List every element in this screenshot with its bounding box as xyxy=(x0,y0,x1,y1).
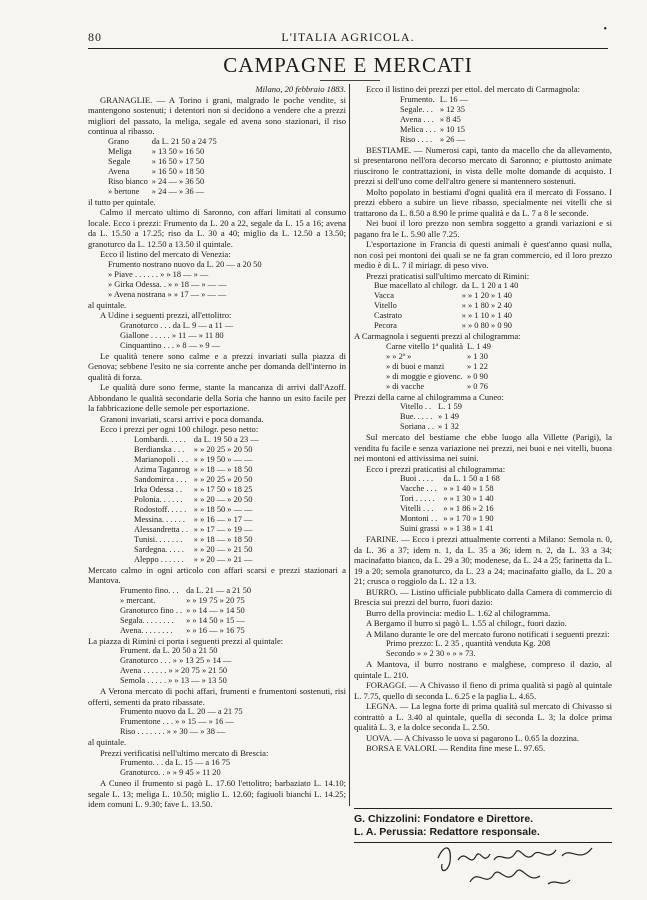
cell: Semola . . . . . » » 13 — » 13 50 xyxy=(120,676,227,685)
cuneo-meat-intro: Prezzi della carne al chilogramma a Cuneo: xyxy=(354,391,504,402)
cell: » di buoi e manzi xyxy=(386,361,445,371)
table-row xyxy=(398,524,502,534)
table-row xyxy=(132,535,261,545)
cell: Cinquantino . . . » 8 — » 9 — xyxy=(120,340,221,350)
verona-paragraph: A Verona mercato di pochi affari, frumenti e frumentoni sostenuti, risi offerti, sementi da prato ribassate. xyxy=(88,686,346,707)
cell: Bue. . . . . xyxy=(400,412,433,421)
cell: Vacca xyxy=(374,291,394,300)
cell: Granoturco . . . da L. 9 — a 11 — xyxy=(120,320,234,330)
cell: » » 18 — » 18 50 xyxy=(193,534,253,544)
table-row xyxy=(106,280,264,290)
table-row xyxy=(118,758,232,768)
table-row xyxy=(132,455,261,465)
cell: » » 20 25 » 20 50 xyxy=(193,474,253,484)
table-row xyxy=(118,768,232,778)
cell: L. 16 — xyxy=(439,94,468,104)
table-row xyxy=(132,505,261,515)
table-row xyxy=(384,342,493,352)
burro-provincia: Burro della provincia: medio L. 1.62 al chilogramma. xyxy=(366,607,551,618)
rimini-table xyxy=(118,646,233,686)
table-row xyxy=(118,331,235,341)
cell: » » 20 — » 20 50 xyxy=(193,494,253,504)
cell: » Girka Odessa. . » » 18 — » — — xyxy=(108,279,227,289)
cell: Rodostoff. . . . . xyxy=(134,504,187,514)
genova-intro: Ecco i prezzi per ogni 100 chilogr. peso netto: xyxy=(100,424,259,434)
table-row xyxy=(106,157,219,167)
table-row xyxy=(106,260,264,270)
cell: » 1 22 xyxy=(466,361,488,371)
cell: » 8 45 xyxy=(439,114,461,124)
cell: Berdianska . . . xyxy=(134,444,185,454)
cell: Azima Taganrog xyxy=(134,464,190,474)
burro-table xyxy=(384,639,552,659)
table-row xyxy=(384,382,493,392)
venezia-intro: Ecco il listino del mercato di Venezia: xyxy=(100,249,231,259)
farine-paragraph: FARINE. — Ecco i prezzi attualmente correnti a Milano: Semola n. 0, da L. 36 a 37; idem n. 1, da L. 35 a 36; idem n. 2, da L. 33 a 34; macinafatto bianco, da L. 29 a 30; modenese, da L. 24 a 25; farinetta da L. 19 a 20; semola granoturco, da L. 23 a 24; macinafatto giallo, da L. 20 a 21; crusca o roggiolo da L. 12 a 13. xyxy=(354,534,612,586)
table-row xyxy=(384,372,493,382)
udine-table xyxy=(118,321,235,351)
table-row xyxy=(132,485,261,495)
cell: Sardegna. . . . . xyxy=(134,544,185,554)
table-row xyxy=(372,311,520,321)
table-row xyxy=(106,290,264,300)
mantova-intro: Mercato calmo in ogni articolo con affari scarsi e prezzi stazionari a Mantova. xyxy=(88,564,346,585)
cell: Pecora xyxy=(374,321,397,330)
table-row xyxy=(118,707,245,717)
table-row xyxy=(106,167,219,177)
cell: » Piave . . . . . . » » 18 — » — xyxy=(108,269,209,279)
table-row xyxy=(118,321,235,331)
udine-intro: A Udine i seguenti prezzi, all'ettolitro: xyxy=(100,310,232,320)
cell: Polonia. . . . . . xyxy=(134,494,183,504)
table-row xyxy=(384,362,493,372)
table-row xyxy=(132,515,261,525)
cell: Frumento. xyxy=(400,94,435,104)
cell: » » 0 80 » 0 90 xyxy=(461,321,512,330)
cell: Granoturco. . » » 9 45 » 11 20 xyxy=(120,768,221,777)
table-row xyxy=(398,105,470,115)
quintale-note: il tutto per quintale. xyxy=(88,196,156,207)
table-row xyxy=(372,301,520,311)
table-row xyxy=(132,445,261,455)
granaglie-paragraph: GRANAGLIE. — A Torino i grani, malgrado le poche vendite, si mantengono sostenuti; i detentori non si decidono a vendere che a prezzi migliori del passato, la meliga, segale ed avena sono stazionari, il riso continua al ribasso. xyxy=(88,94,346,136)
cell: » » 16 — » 16 75 xyxy=(186,625,245,635)
cell: » » 1 86 » 2 16 xyxy=(443,504,494,513)
bergamo-paragraph: A Bergamo il burro si pagò L. 1.55 al chilogr., fuori dazio. xyxy=(366,618,567,628)
cell: Riso bianco xyxy=(108,176,148,186)
table-row xyxy=(398,504,502,514)
borsa-paragraph: BORSA E VALORI. — Rendita fine mese L. 97.65. xyxy=(366,743,546,753)
cell: Vitello xyxy=(374,301,397,310)
cell: Granoturco fino . . xyxy=(120,605,183,615)
table-row xyxy=(372,291,520,301)
cell: Lombardi. . . . . xyxy=(134,434,186,444)
cell: Avena. . . . . . . . xyxy=(120,625,173,635)
table-row xyxy=(118,717,245,727)
cell: » » 1 80 » 2 40 xyxy=(461,301,512,310)
table-row xyxy=(118,586,253,596)
cell: » » 19 75 » 20 75 xyxy=(186,595,245,605)
cell: » » 1 10 » 1 40 xyxy=(461,311,512,320)
cell: Frumento. . . da L. 15 — a 16 75 xyxy=(120,758,231,767)
bestiame-paragraph: BESTIAME. — Numerosi capi, tanto da macello che da allevamento, si presentarono nell'ora decorso mercato di Saronno; e piuttosto animate riuscirono le contrattazioni, in vista delle molte domande di acquisto. I prezzi si dell'uno come dell'altro genere si mantennero sostenuti. xyxy=(354,144,612,186)
cell: Montoni . . xyxy=(400,514,438,523)
foraggi-paragraph: FORAGGI. — A Chivasso il fieno di prima qualità si pagò al quintale L. 7.75, quello di seconda L. 6.25 e la paglia L. 4.65. xyxy=(354,680,612,701)
dateline: Milano, 20 febbraio 1883. xyxy=(255,84,346,94)
cell: Frumento fino. . . xyxy=(120,585,179,595)
carmagnola-intro: Ecco il listino dei prezzi per ettol. del mercato di Carmagnola: xyxy=(366,84,581,94)
cell: da L. 21 50 a 24 75 xyxy=(151,136,217,146)
cell: » » 20 — » 21 — xyxy=(193,554,253,564)
cell: » » 17 — » 19 — xyxy=(193,524,253,534)
cell: Vitelli . . . xyxy=(400,504,434,513)
cell: da L. 21 — a 21 50 xyxy=(186,585,252,595)
cell: » » 1 70 » 1 90 xyxy=(443,514,494,523)
cell: Sandomirca . . . xyxy=(134,474,187,484)
rimini-intro: Prezzi praticatisi sull'ultimo mercato di Rimini: xyxy=(366,270,530,281)
cell: » 16 50 » 17 50 xyxy=(151,156,205,166)
right-column xyxy=(354,84,612,754)
rimini-intro: La piazza di Rimini ci porta i seguenti prezzi al quintale: xyxy=(88,635,284,646)
cell: Riso . . . . xyxy=(400,134,433,144)
table-row xyxy=(398,95,470,105)
table-row xyxy=(372,321,520,331)
table-row xyxy=(132,495,261,505)
francia-paragraph: L'esportazione in Francia di questi animali è quest'anno quasi nulla, non così pei montoni dei quali se ne fa gran commercio, ed il loro prezzo medio è di L. 7 il miriagr. di peso vivo. xyxy=(354,239,612,270)
handwritten-signature xyxy=(430,838,610,894)
carmagnola-meat-intro: A Carmagnola i seguenti prezzi al chilogramma: xyxy=(354,331,521,341)
editor-line: L. A. Perussia: Redattore responsale. xyxy=(354,826,540,838)
cell: » mercant. xyxy=(120,595,156,605)
cell: Granoturco . . . » » 13 25 » 14 — xyxy=(120,656,232,665)
director-line: G. Chizzolini: Fondatore e Direttore. xyxy=(354,813,534,825)
table-row xyxy=(132,475,261,485)
cell: Meliga xyxy=(108,146,132,156)
table-row xyxy=(132,555,261,565)
cell: » 16 50 » 18 50 xyxy=(151,166,205,176)
cell: » » 2ª » xyxy=(386,351,412,361)
cell: Frumento nostrano nuovo da L. 20 — a 20 50 xyxy=(108,259,262,269)
granoni-paragraph: Granoni invariati, scarsi arrivi e poca domanda. xyxy=(100,413,264,424)
cell: Frumentone . . . » » 15 — » 16 — xyxy=(120,717,234,726)
table-row xyxy=(106,177,219,187)
cell: da L. 1 50 a 1 68 xyxy=(443,474,500,483)
cell: » 1 49 xyxy=(437,412,459,421)
table-row xyxy=(106,270,264,280)
table-row xyxy=(132,435,261,445)
cell: Suini grassi xyxy=(400,524,440,533)
fossano-paragraph: Molto popolato in bestiami d'ogni qualità era il mercato di Fossano. I prezzi ebbero a subire un lieve ribasso, specialmente nei vitelli che si trattarono da L. 8.50 a 8.90 le prime qualità e da L. 7 a 8 le seconde. xyxy=(354,186,612,218)
mantova-table xyxy=(118,586,253,636)
cell: » 10 15 xyxy=(439,124,465,134)
villette-table xyxy=(398,474,502,534)
signature-stroke xyxy=(470,870,570,884)
table-row xyxy=(118,341,235,351)
title-rule xyxy=(320,80,380,81)
table-row xyxy=(118,616,253,626)
table-row xyxy=(106,147,219,157)
cell: L. 1 59 xyxy=(437,402,462,411)
cell: Frumento nuovo da L. 20 — a 21 75 xyxy=(120,707,243,716)
cell: » » 20 — » 21 50 xyxy=(193,544,253,554)
table-row xyxy=(398,115,470,125)
cell: Vitello . . xyxy=(400,402,432,411)
genova-paragraph: Le qualità tenere sono calme e a prezzi invariati sulla piazza di Genova; sebbene l'esito ne sia corrente anche per domanda dell'interno in qualità di forza. xyxy=(88,350,346,382)
cell: Bue macellato al chilogr. xyxy=(374,281,458,290)
page-header xyxy=(88,24,608,49)
table-row xyxy=(398,494,502,504)
carmagnola-meat-table xyxy=(384,342,493,392)
cell: » 1 30 xyxy=(466,351,488,361)
cuneo-paragraph: A Cuneo il frumento si pagò L. 17.60 l'ettolitro; barbaziato L. 14.10; segale L. 13; meliga L. 10.50; miglio L. 12.60; fagiuoli bianchi L. 14.25; idem comuni L. 9.30; fave L. 13.50. xyxy=(88,778,346,809)
carmagnola-table xyxy=(398,95,470,145)
cell: Tori . . . . . xyxy=(400,494,435,503)
cell: Grano xyxy=(108,136,129,146)
cell: » » 16 — » 17 — xyxy=(193,514,253,524)
cell: » 24 — » 36 50 xyxy=(151,176,205,186)
cell: Frument. da L. 20 50 a 21 50 xyxy=(120,646,218,655)
cell: Avena xyxy=(108,166,130,176)
cell: » » 19 50 » — — xyxy=(193,454,253,464)
cell: » di vacche xyxy=(386,381,425,391)
table-row xyxy=(384,639,552,649)
cell: da L. 1 20 a 1 40 xyxy=(461,281,519,290)
table-row xyxy=(398,422,464,432)
cell: Buoi . . . . xyxy=(400,474,434,483)
mark: • xyxy=(603,24,608,35)
saronno-paragraph: Calmo il mercato ultimo di Saronno, con affari limitati al consumo locale. Ecco i prezzi: Frumento da L. 20 a 22, segale da L. 15 a 16; avena da L. 15.50 a 17.25; riso da L. 30 a 40; miglio da L. 12.50 a 13.50; granoturco da L. 12.50 a 13.50 il quintale. xyxy=(88,207,346,249)
cell: » » 18 — » 18 50 xyxy=(193,464,253,474)
azoff-paragraph: Le qualità dure sono ferme, stante la mancanza di arrivi dall'Azoff. Abbondano le qualità secondarie della Soria che hanno un esito facile per la fabbricazione delle semole per esportazione. xyxy=(88,382,346,413)
cell: » 0 76 xyxy=(466,381,488,391)
table-row xyxy=(118,606,253,616)
cell: Segale xyxy=(108,156,131,166)
mantova-burro-paragraph: A Mantova, il burro nostrano e malghese, compreso il dazio, al quintale L. 210. xyxy=(354,659,612,680)
cell: » » 14 50 » 15 — xyxy=(186,615,245,625)
table-row xyxy=(118,656,233,666)
table-row xyxy=(384,649,552,659)
cell: » » 17 50 » 18 25 xyxy=(193,484,253,494)
table-row xyxy=(118,646,233,656)
table-row xyxy=(398,484,502,494)
cell: Primo prezzo: L. 2 35 , quantità venduta Kg. 208 xyxy=(386,639,551,648)
cell: Marianopoli . . . xyxy=(134,454,188,464)
table-row xyxy=(132,465,261,475)
cell: Segala. . . . . . . . xyxy=(120,615,174,625)
table-row xyxy=(398,125,470,135)
rimini-table xyxy=(372,281,520,331)
table-row xyxy=(118,676,233,686)
cell: » » 1 38 » 1 41 xyxy=(443,524,494,533)
table-row xyxy=(398,474,502,484)
genova-table xyxy=(132,435,261,565)
table-row xyxy=(398,412,464,422)
quintale-note: al quintale. xyxy=(88,737,127,747)
cell: » 24 — » 36 — xyxy=(151,186,205,196)
table-row xyxy=(398,514,502,524)
cell: » 13 50 » 16 50 xyxy=(151,146,205,156)
cell: » 12 35 xyxy=(439,104,465,114)
buoi-paragraph: Nei buoi il loro prezzo non sembra soggetto a grandi variazioni e si pagano fra le L. 5.90 alle 7.25. xyxy=(354,218,612,239)
cell: Vacche . . . xyxy=(400,484,437,493)
verona-table xyxy=(118,707,245,737)
table-row xyxy=(118,626,253,636)
table-row xyxy=(398,402,464,412)
cell: » » 1 30 » 1 40 xyxy=(443,494,494,503)
cell: Castrato xyxy=(374,311,402,320)
cell: Melica . . . xyxy=(400,124,436,134)
column-divider xyxy=(349,84,350,806)
milano-burro-paragraph: A Milano durante le ore del mercato furono notificati i seguenti prezzi: xyxy=(366,628,610,639)
cell: » » 14 — » 14 50 xyxy=(186,605,245,615)
cell: Secondo » » 2 30 » » » 73. xyxy=(386,649,476,658)
table-row xyxy=(106,137,219,147)
uova-paragraph: UOVA. — A Chivasso le uova si pagarono L. 0.65 la dozzina. xyxy=(366,732,579,743)
table-row xyxy=(118,666,233,676)
cell: Avena . . . . . . » » 20 75 » 21 50 xyxy=(120,666,228,675)
table-row xyxy=(118,596,253,606)
table-row xyxy=(372,281,520,291)
cell: Alessandretta . . xyxy=(134,524,188,534)
villette-intro: Ecco i prezzi praticatisi al chilogramma: xyxy=(366,463,506,474)
table-row xyxy=(132,545,261,555)
cell: » » 1 40 » 1 58 xyxy=(443,484,494,493)
venezia-table xyxy=(106,260,264,300)
cell: Avena . . . xyxy=(400,114,434,124)
legna-paragraph: LEGNA. — La legna forte di prima qualità sul mercato di Chivasso si contrattò a L. 3.40 al quintale, quella di seconda L. 3; la dolce prima qualità L. 3, e la dolce seconda L. 2.50. xyxy=(354,701,612,732)
signature-stroke xyxy=(438,848,592,871)
quintale-note: al quintale. xyxy=(88,299,127,310)
cell: Segale. . . xyxy=(400,104,433,114)
brescia-table xyxy=(118,758,232,778)
cell: » di moggie e giovenc. xyxy=(386,371,463,381)
cell: » 0 90 xyxy=(466,371,488,381)
villette-paragraph: Sul mercato del bestiame che ebbe luogo alla Villette (Parigi), la vendita fu facile e senza variazione nei prezzi, nei buoi e nei vitelli, buona nei montoni ed attivissima nei suini. xyxy=(354,432,612,463)
cell: » Avena nostrana » » 17 — » — — xyxy=(108,289,227,299)
cell: Giallone . . . . . » 11 — » 11 80 xyxy=(120,330,224,340)
torino-table xyxy=(106,137,219,197)
cell: Tunisi. . . . . . . xyxy=(134,534,183,544)
cell: » 26 — xyxy=(439,134,465,144)
burro-paragraph: BURRO. — Listino ufficiale pubblicato dalla Camera di commercio di Brescia sui prezzi del burro, fuori dazio: xyxy=(354,586,612,607)
table-row xyxy=(132,525,261,535)
left-column xyxy=(88,84,346,810)
journal-title: L'ITALIA AGRICOLA. xyxy=(281,30,415,44)
cell: Soriana . . xyxy=(400,422,434,431)
cell: » » 1 20 » 1 40 xyxy=(461,291,512,300)
cell: Carne vitello 1ª qualità xyxy=(386,341,463,351)
cuneo-meat-table xyxy=(398,402,464,432)
brescia-intro: Prezzi verificatisi nell'ultimo mercato di Brescia: xyxy=(100,747,269,758)
table-row xyxy=(384,352,493,362)
cell: Aleppo . . . . . . xyxy=(134,554,184,564)
cell: L. 1 49 xyxy=(466,341,491,351)
cell: » » 20 25 » 20 50 xyxy=(193,444,253,454)
table-row xyxy=(106,187,219,197)
page-number: 80 xyxy=(88,30,102,44)
table-row xyxy=(118,727,245,737)
section-title: CAMPAGNE E MERCATI xyxy=(223,53,473,77)
table-row xyxy=(398,135,470,145)
cell: da L. 19 50 a 23 — xyxy=(193,434,259,444)
cell: Messina. . . . . . xyxy=(134,514,185,524)
cell: » 1 32 xyxy=(437,422,459,431)
cell: Irka Odessa . . xyxy=(134,484,183,494)
cell: Riso . . . . . . . » » 30 — » 38 — xyxy=(120,727,226,736)
cell: » bertone xyxy=(108,186,140,196)
cell: » » 18 50 » — — xyxy=(193,504,253,514)
